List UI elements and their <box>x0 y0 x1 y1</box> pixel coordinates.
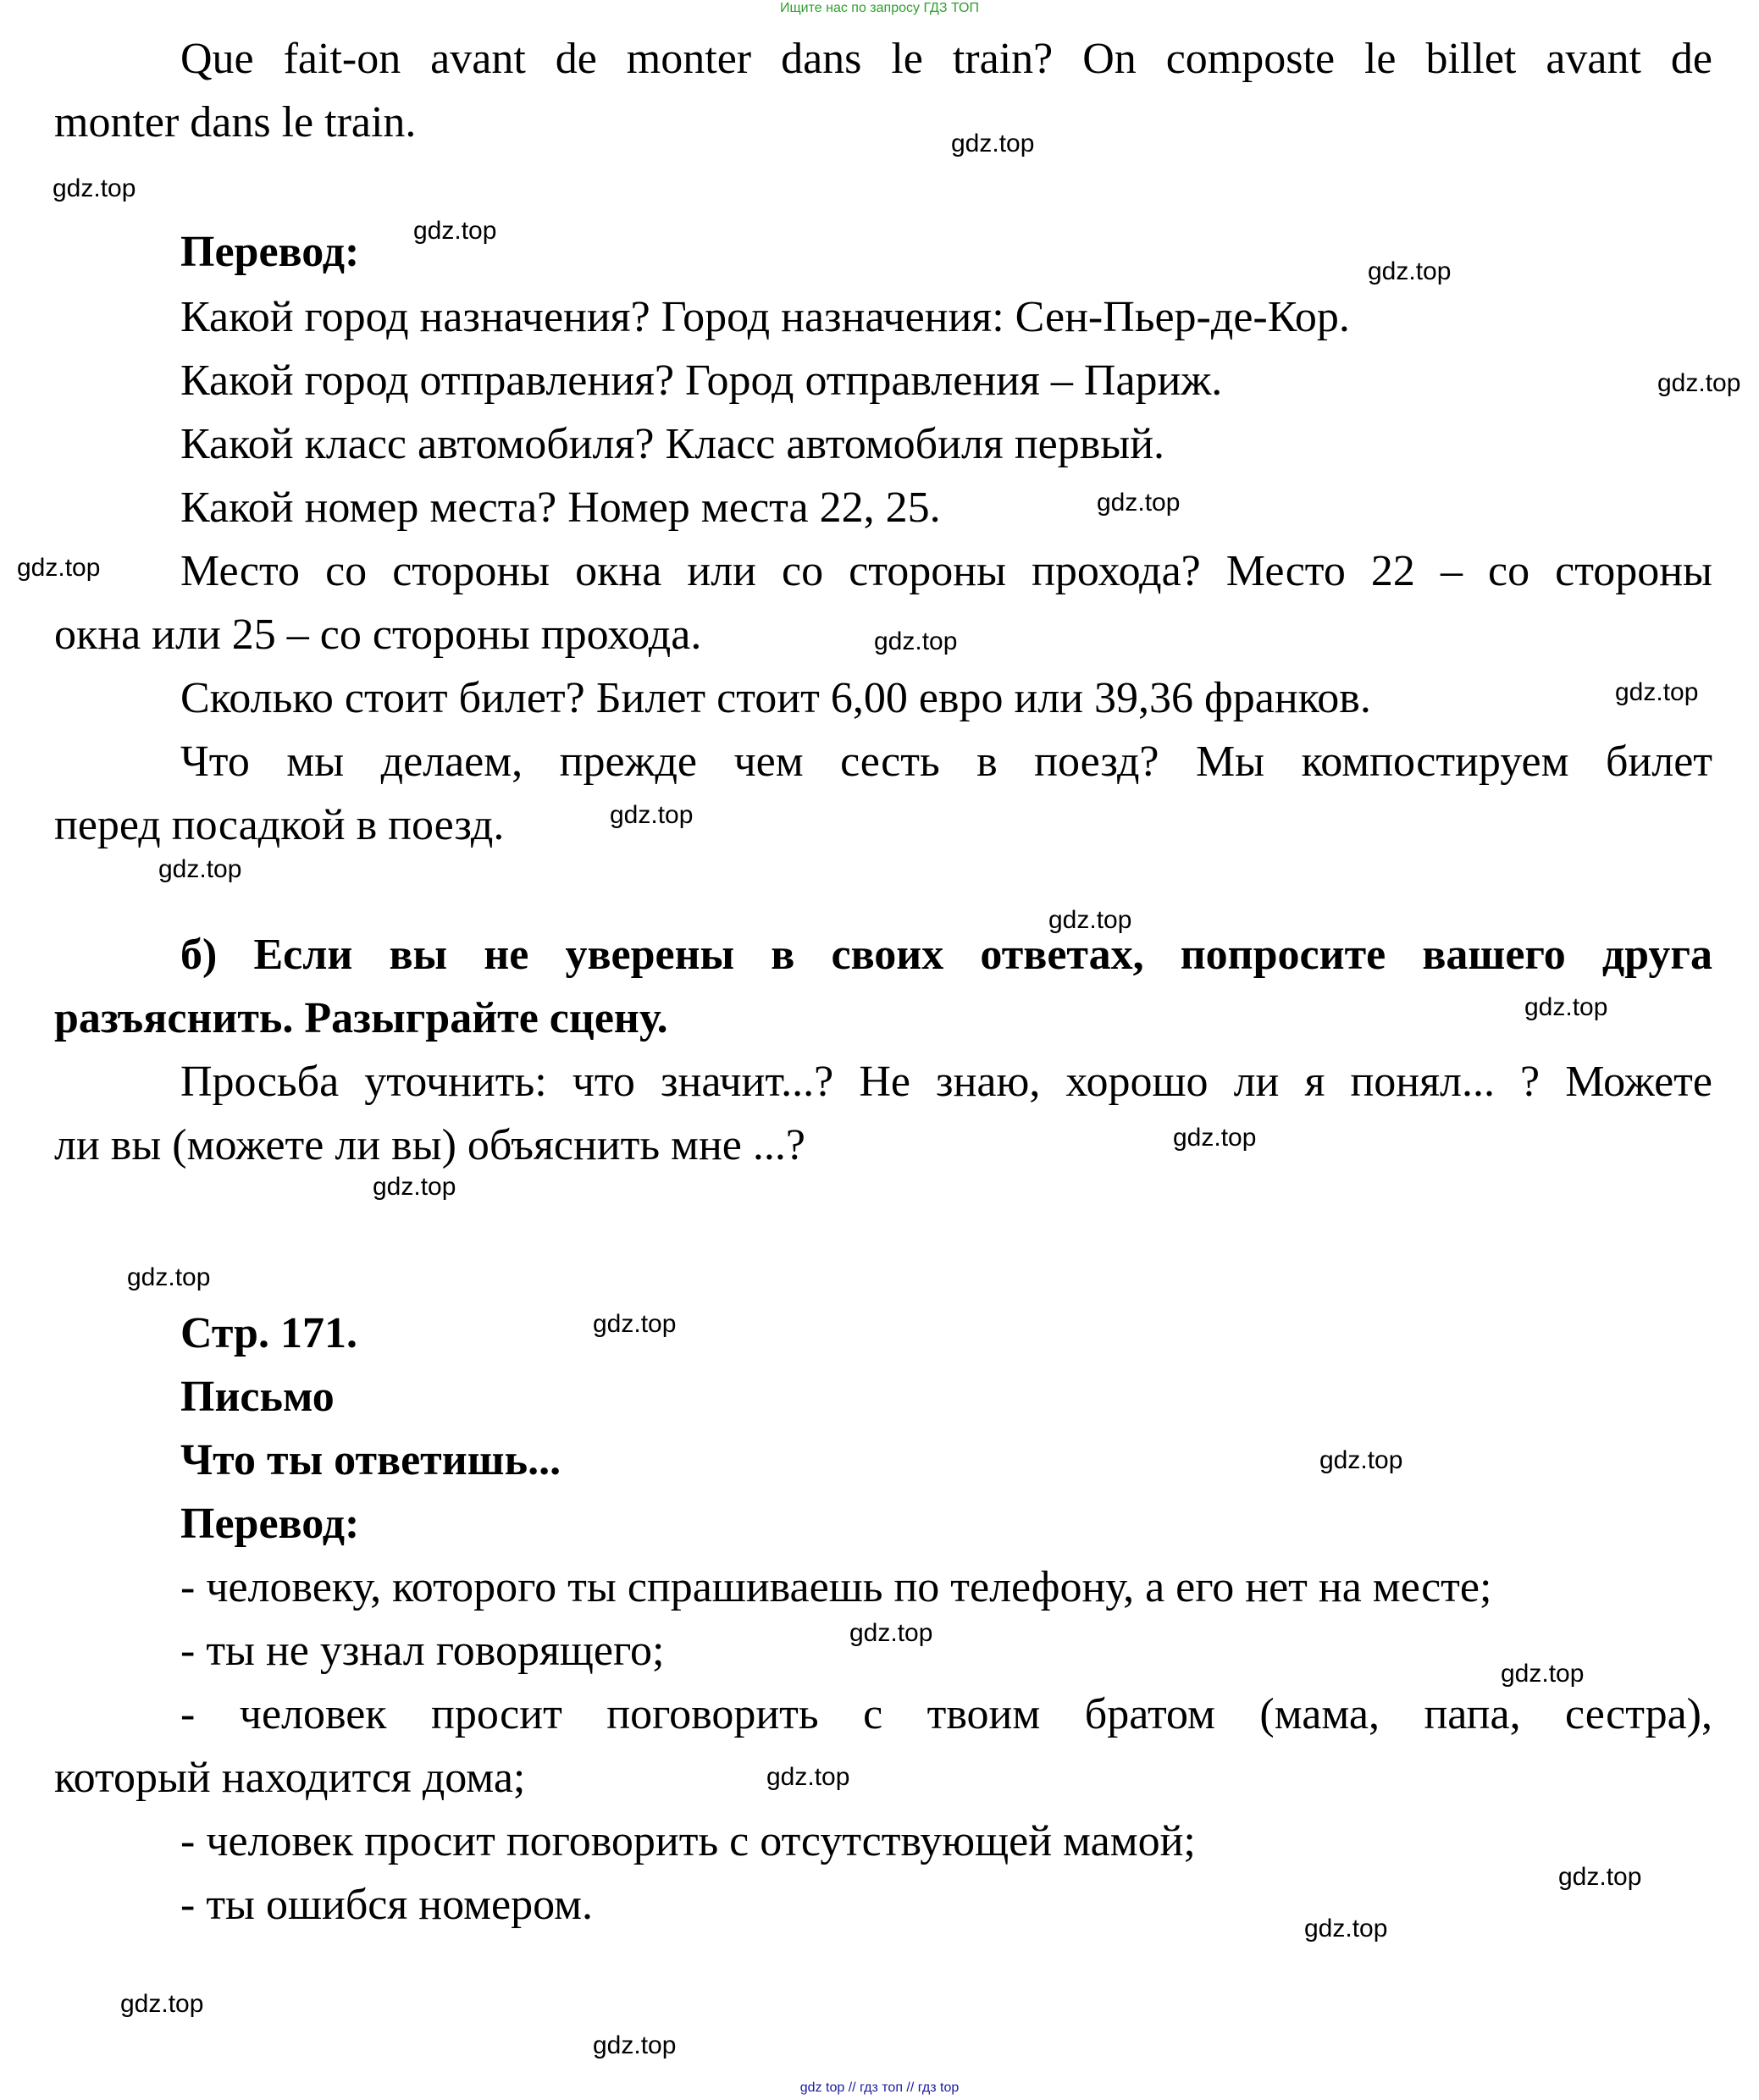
watermark: gdz.top <box>1524 993 1608 1021</box>
watermark: gdz.top <box>1501 1660 1585 1688</box>
top-banner: Ищите нас по запросу ГДЗ ТОП <box>780 1 979 15</box>
watermark: gdz.top <box>951 130 1035 158</box>
translation-line-price: Сколько стоит билет? Билет стоит 6,00 евро или 39,36 франков. <box>180 674 1371 722</box>
watermark: gdz.top <box>413 217 497 245</box>
watermark: gdz.top <box>1558 1863 1642 1891</box>
list-item-not-in-place: - человеку, которого ты спрашиваешь по телефону, а его нет на месте; <box>180 1563 1492 1611</box>
request-line-2: ли вы (можете ли вы) объяснить мне ...? <box>54 1121 805 1169</box>
watermark: gdz.top <box>158 855 242 883</box>
watermark: gdz.top <box>1657 369 1741 397</box>
translation-line-seat-side-1: Место со стороны окна или со стороны прохода? Место 22 – со стороны <box>180 547 1712 595</box>
task-b-line-2: разъяснить. Разыграйте сцену. <box>54 994 668 1042</box>
list-item-wrong-number: - ты ошибся номером. <box>180 1881 594 1929</box>
translation-line-compost-2: перед посадкой в поезд. <box>54 801 505 849</box>
letter-title: Письмо <box>180 1373 335 1421</box>
page-reference: Стр. 171. <box>180 1309 357 1357</box>
translation-line-seat-number: Какой номер места? Номер места 22, 25. <box>180 484 941 532</box>
watermark: gdz.top <box>1319 1446 1403 1474</box>
watermark: gdz.top <box>1615 678 1699 706</box>
letter-translation-heading: Перевод: <box>180 1500 360 1548</box>
translation-line-class: Какой класс автомобиля? Класс автомобиля первый. <box>180 420 1165 468</box>
list-item-brother-line-2: который находится дома; <box>54 1754 526 1802</box>
translation-line-destination: Какой город назначения? Город назначения: Сен-Пьер-де-Кор. <box>180 293 1350 341</box>
watermark: gdz.top <box>1048 906 1132 934</box>
watermark: gdz.top <box>17 554 101 582</box>
watermark: gdz.top <box>874 627 958 655</box>
list-item-absent-mom: - человек просит поговорить с отсутствующей мамой; <box>180 1817 1196 1865</box>
letter-subtitle: Что ты ответишь... <box>180 1436 561 1484</box>
watermark: gdz.top <box>120 1990 204 2018</box>
watermark: gdz.top <box>1097 489 1181 517</box>
list-item-not-recognized: - ты не узнал говорящего; <box>180 1627 665 1675</box>
watermark: gdz.top <box>766 1763 850 1791</box>
watermark: gdz.top <box>849 1619 933 1647</box>
watermark: gdz.top <box>53 174 136 202</box>
translation-line-seat-side-2: окна или 25 – со стороны прохода. <box>54 611 702 659</box>
watermark: gdz.top <box>373 1173 456 1201</box>
watermark: gdz.top <box>593 1310 677 1338</box>
translation-line-departure: Какой город отправления? Город отправления – Париж. <box>180 356 1223 405</box>
watermark: gdz.top <box>1173 1124 1257 1152</box>
watermark: gdz.top <box>610 801 694 829</box>
translation-heading: Перевод: <box>180 228 360 276</box>
bottom-banner: gdz top // гдз топ // гдз top <box>799 2081 960 2095</box>
watermark: gdz.top <box>127 1263 211 1291</box>
french-question-line-1: Que fait-on avant de monter dans le train? On composte le billet avant de <box>180 35 1712 83</box>
watermark: gdz.top <box>593 2031 677 2059</box>
task-b-line-1: б) Если вы не уверены в своих ответах, попросите вашего друга <box>180 931 1712 979</box>
request-line-1: Просьба уточнить: что значит...? Не знаю, хорошо ли я понял... ? Можете <box>180 1058 1712 1106</box>
watermark: gdz.top <box>1304 1915 1388 1942</box>
french-question-line-2: monter dans le train. <box>54 98 417 146</box>
watermark: gdz.top <box>1368 257 1452 285</box>
list-item-brother-line-1: - человек просит поговорить с твоим братом (мама, папа, сестра), <box>180 1690 1712 1738</box>
translation-line-compost-1: Что мы делаем, прежде чем сесть в поезд? Мы компостируем билет <box>180 738 1712 786</box>
